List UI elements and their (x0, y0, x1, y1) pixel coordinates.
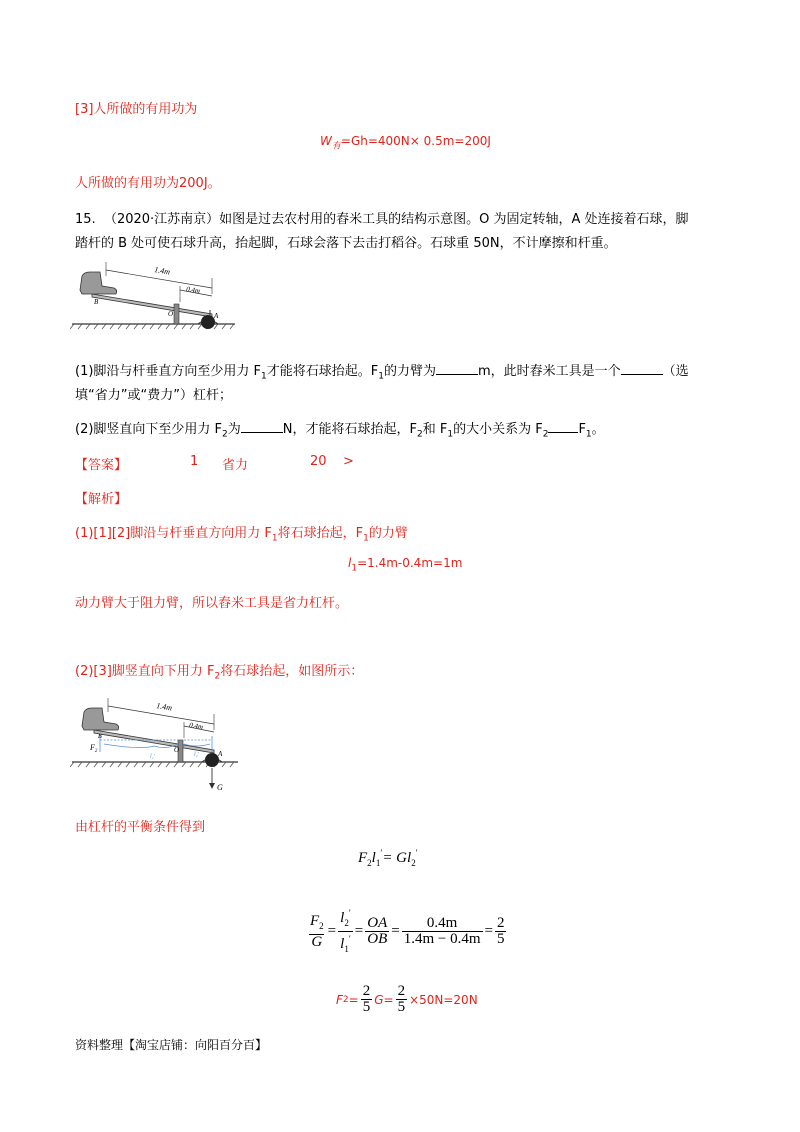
ratio-equation: $\frac{F_2}{G}$ = $\frac{l_2'}{l_1'}$ = $\frac{OA}{OB}$ = $\frac{0.4m}{1.4m - 0.4m}$ = $\frac{2}{5}$ (306, 906, 508, 957)
result-equation: F 2 = $\frac{2}{5}$ G= $\frac{2}{5}$ ×50N=20N (336, 983, 478, 1015)
q15-line1: 15. （2020·江苏南京）如图是过去农村用的舂米工具的结构示意图。O 为固定转轴，A 处连接着石球，脚 (75, 212, 689, 227)
balance-condition-text: 由杠杆的平衡条件得到 (75, 820, 206, 835)
length-label-short: 0.4m (188, 721, 204, 732)
blank-2[interactable] (621, 362, 663, 375)
l1-equation: $l_1=1.4m-0.4m=1m$ (348, 556, 463, 574)
answer-label: 【答案】 (75, 458, 128, 473)
stone-ball-icon (205, 753, 219, 767)
label-O: O (174, 746, 180, 754)
stone-ball-icon (201, 315, 215, 329)
footer-text: 资料整理【淘宝店铺：向阳百分百】 (75, 1038, 268, 1052)
q15-part1-line2: 填“省力”或“费力”）杠杆； (75, 388, 232, 403)
label-A: A (218, 750, 223, 758)
length-label-short: 0.4m (185, 285, 201, 296)
fulcrum-post (174, 304, 179, 324)
q15-part1-line1: (1)脚沿与杆垂直方向至少用力 $F_1$才能将石球抬起。$F_1$的力臂为 m，此时舂米工具是一个 （选 (75, 364, 689, 382)
foot-icon (80, 272, 117, 294)
foot-icon (82, 708, 119, 730)
lever-diagram-1 (70, 258, 240, 338)
analysis-part1: (1)[1][2]脚沿与杆垂直方向用力 $F_1$将石球抬起，$F_1$的力臂 (75, 526, 408, 544)
q15-part2: (2)脚竖直向下至少用力 $F_2$为 N，才能将石球抬起，$F_2$和 $F_1$的大小关系为 $F_2$ $F_1$。 (75, 422, 605, 440)
answer-1: 1 (190, 454, 199, 469)
answer-4: > (343, 454, 354, 469)
balance-equation: $F_2l_1'= Gl_2'$ (358, 848, 418, 868)
lever-diagram-2 (70, 690, 245, 795)
label-O: O (168, 310, 174, 318)
length-label-long: 1.4m (155, 701, 173, 713)
label-l2-prime: l₂′ (194, 752, 200, 758)
analysis-part1-conclusion: 动力臂大于阻力臂，所以舂米工具是省力杠杆。 (75, 596, 349, 611)
label-G: G (217, 783, 223, 792)
blank-4[interactable] (548, 420, 578, 433)
answer-2: 省力 (222, 458, 249, 473)
blank-3[interactable] (241, 420, 283, 433)
useful-work-result: 人所做的有用功为200J。 (75, 176, 221, 191)
section3-heading: [3]人所做的有用功为 (75, 102, 198, 117)
length-label-long: 1.4m (153, 265, 171, 277)
q15-line2: 踏杆的 B 处可使石球升高，抬起脚，石球会落下去击打稻谷。石球重 50N，不计摩擦和杆重。 (75, 236, 617, 251)
label-B: B (98, 734, 102, 740)
label-F2: $F_2$ (90, 743, 98, 754)
label-l1-prime: l₁′ (150, 754, 156, 760)
label-B: B (94, 298, 99, 306)
answer-3: 20 (310, 454, 327, 469)
analysis-label: 【解析】 (75, 492, 128, 507)
analysis-part2: (2)[3]脚竖直向下用力 $F_2$将石球抬起，如图所示： (75, 664, 364, 682)
useful-work-equation: $W_有=Gh=400N\times 0.5m=200J$ (320, 134, 491, 152)
label-A: A (214, 312, 219, 320)
blank-1[interactable] (436, 362, 478, 375)
